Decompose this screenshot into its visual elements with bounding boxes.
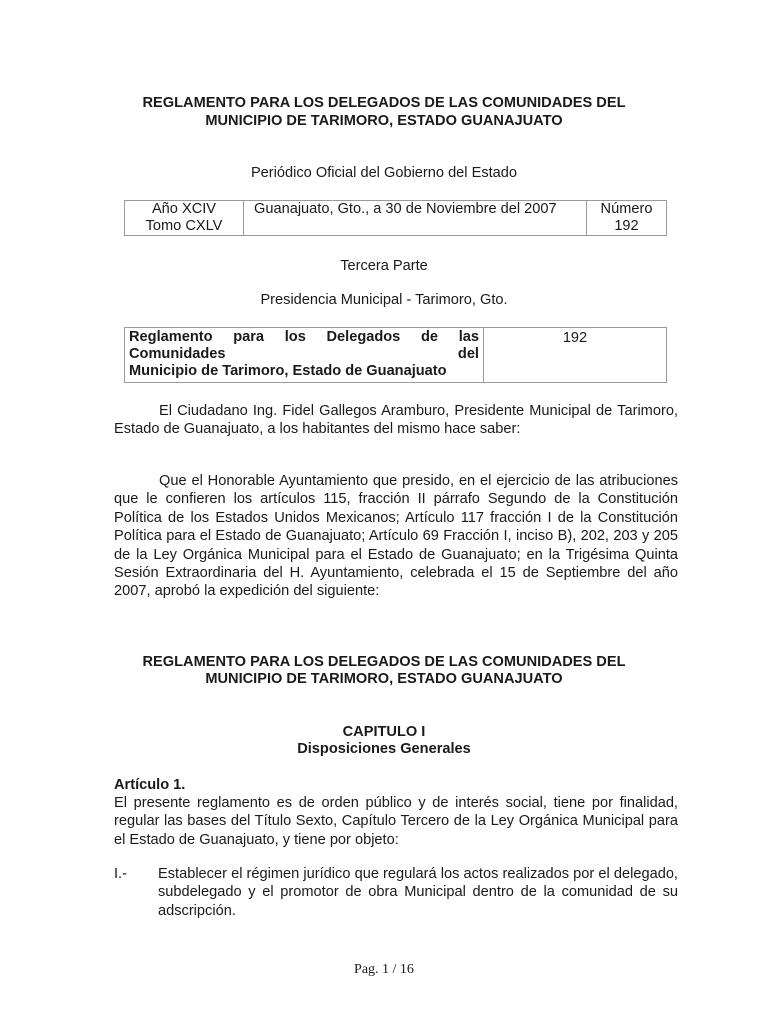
title-second-line-1: REGLAMENTO PARA LOS DELEGADOS DE LAS COMUNIDADES DEL (142, 654, 626, 670)
index-title-line-1: Reglamento para los Delegados de las Comunidades del (129, 329, 479, 362)
chapter-name: Disposiciones Generales (297, 741, 471, 757)
year-text: Año XCIV (151, 201, 217, 217)
title-line-1: REGLAMENTO PARA LOS DELEGADOS DE LAS COMUNIDADES DEL (142, 95, 626, 111)
ayuntamiento-paragraph: Que el Honorable Ayuntamiento que presido, en el ejercicio de las atribuciones que le confieren los artículos 115, fracción II párrafo Segundo de la Constitución Política de los Estados Unidos Mexicanos; Artículo 117 fracción I de la Constitución Política para el Estado de Guanajuato; Artículo 69 Fracción I, inciso B), 202, 203 y 205 de la Ley Orgánica Municipal para el Estado de Guanajuato; en la Trigésima Quinta Sesión Extraordinaria del H. Ayuntamiento, celebrada el 15 de Septiembre del año 2007, aprobó la expedición del siguiente: (114, 473, 678, 600)
title-second-line-2: MUNICIPIO DE TARIMORO, ESTADO GUANAJUATO (205, 671, 563, 687)
tomo-text: Tomo CXLV (145, 218, 223, 234)
intro-paragraph: El Ciudadano Ing. Fidel Gallegos Aramburo, Presidente Municipal de Tarimoro, Estado de Guanajuato, a los habitantes del mismo hace saber: (114, 403, 678, 438)
chapter-number: CAPITULO I (342, 724, 426, 740)
fraction-i-text: Establecer el régimen jurídico que regulará los actos realizados por el delegado, subdelegado y el promotor de obra Municipal dentro de la comunidad de su adscripción. (158, 866, 678, 919)
periodico-heading: Periódico Oficial del Gobierno del Estado (250, 165, 518, 181)
year-tomo-cell (125, 201, 244, 236)
numero-value: 192 (614, 218, 639, 234)
index-title-cell (125, 328, 484, 383)
title-line-2: MUNICIPIO DE TARIMORO, ESTADO GUANAJUATO (205, 113, 563, 129)
fraction-i-number: I.- (114, 866, 127, 882)
tercera-parte-heading: Tercera Parte (340, 258, 428, 274)
place-date-cell: Guanajuato, Gto., a 30 de Noviembre del 2007 (244, 201, 587, 236)
numero-cell (587, 201, 667, 236)
index-table (124, 327, 667, 383)
index-title-line-2: Municipio de Tarimoro, Estado de Guanajuato (129, 363, 447, 379)
index-page-cell: 192 (484, 328, 667, 383)
presidencia-heading: Presidencia Municipal - Tarimoro, Gto. (260, 292, 508, 308)
numero-label: Número (600, 201, 653, 217)
article-1-heading: Artículo 1. (114, 777, 186, 793)
article-1-text: El presente reglamento es de orden público y de interés social, tiene por finalidad, regular las bases del Título Sexto, Capítulo Tercero de la Ley Orgánica Municipal para el Estado de Guanajuato, y tiene por objeto: (114, 795, 678, 848)
publication-info-table (124, 200, 667, 236)
page-footer: Pag. 1 / 16 (354, 962, 414, 977)
